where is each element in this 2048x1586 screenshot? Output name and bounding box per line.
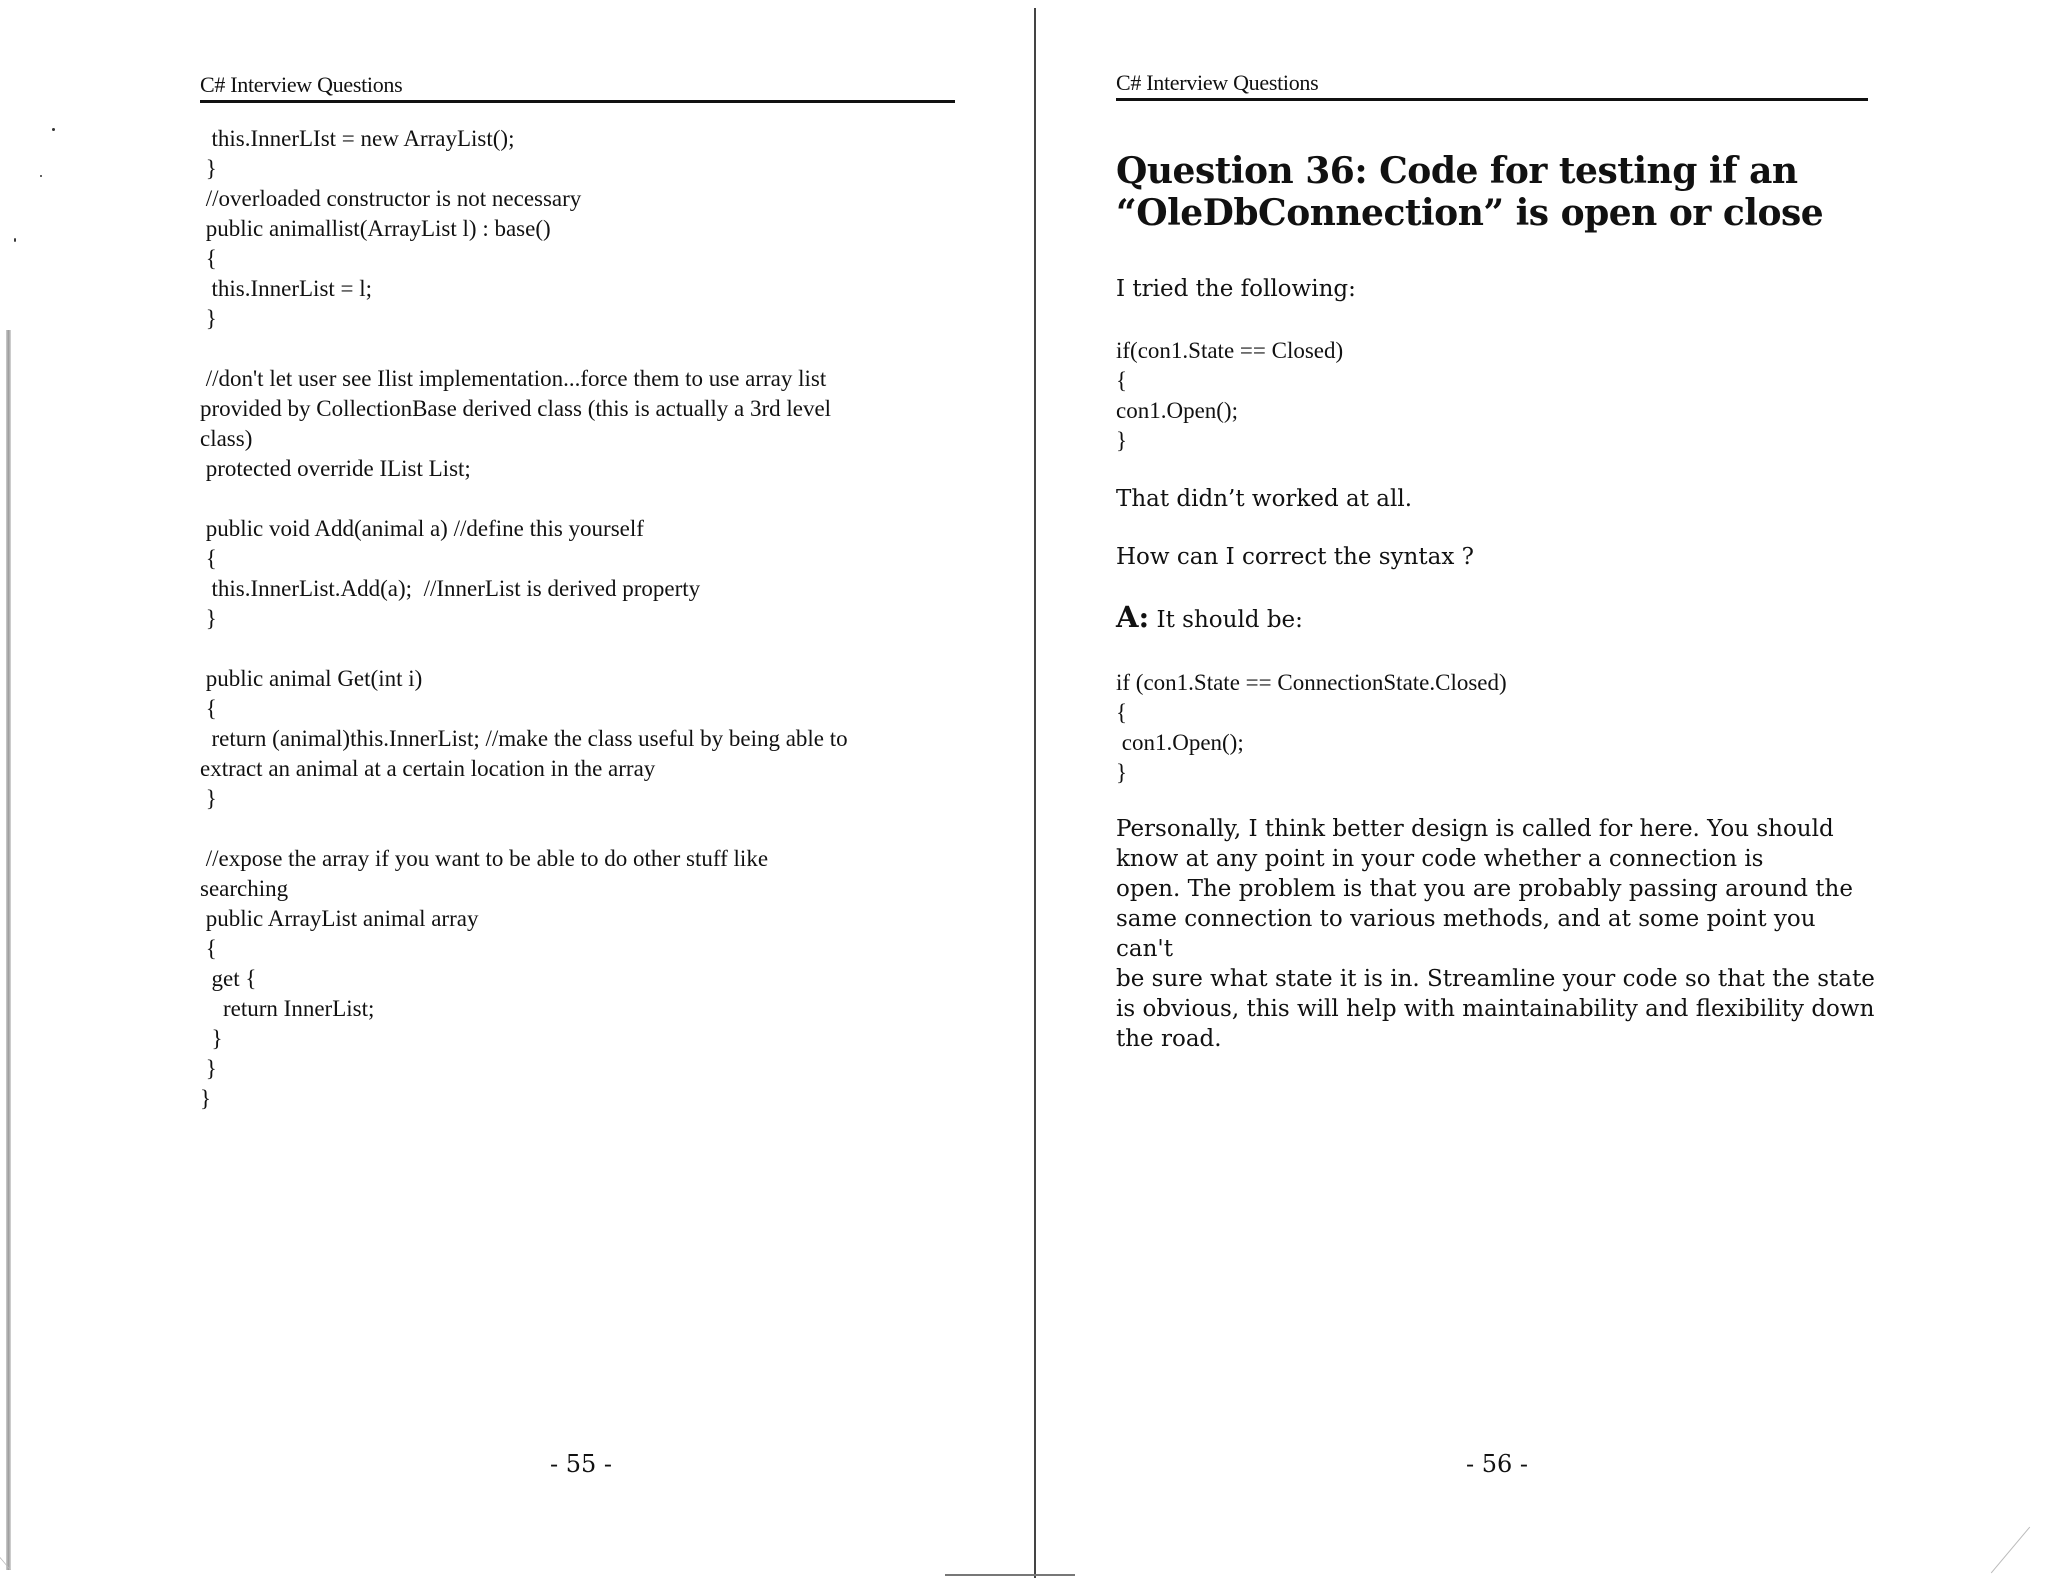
code-line: if (con1.State == ConnectionState.Closed) [1116, 670, 1507, 695]
code-line: searching [200, 876, 289, 901]
code-line: public animallist(ArrayList l) : base() [200, 216, 551, 241]
code-line: return InnerList; [200, 996, 375, 1021]
code-line: { [200, 696, 217, 721]
code-line: this.InnerList.Add(a); //InnerList is derived property [200, 576, 701, 601]
code-line: } [1116, 428, 1128, 453]
paragraph-line: open. The problem is that you are probably passing around the [1116, 876, 1853, 902]
scan-binding-edge [6, 330, 11, 1570]
intro-paragraph: I tried the following: [1116, 276, 1356, 302]
answer-text: It should be: [1149, 607, 1303, 633]
code-line: { [200, 936, 217, 961]
running-header: C# Interview Questions [200, 72, 955, 103]
code-line: protected override IList List; [200, 456, 471, 481]
question-title-line: “OleDbConnection” is open or close [1116, 192, 1824, 234]
code-line: } [200, 1056, 217, 1081]
code-line: public animal Get(int i) [200, 666, 423, 691]
code-line: extract an animal at a certain location in the array [200, 756, 656, 781]
scan-speck [52, 128, 55, 131]
paragraph-line: the road. [1116, 1026, 1222, 1052]
code-line: } [200, 156, 217, 181]
question-code-block [1116, 336, 1876, 456]
paragraph-line: know at any point in your code whether a connection is [1116, 846, 1764, 872]
code-line: provided by CollectionBase derived class (this is actually a 3rd level [200, 396, 832, 421]
code-line: { [1116, 700, 1128, 725]
code-line: { [1116, 368, 1128, 393]
code-line: public ArrayList animal array [200, 906, 479, 931]
scan-corner-mark-right [1991, 1527, 2030, 1574]
question-title [1116, 150, 1876, 234]
code-line [200, 484, 960, 514]
paragraph: How can I correct the syntax ? [1116, 544, 1474, 570]
code-line: } [200, 1026, 223, 1051]
answer-label: A: [1116, 600, 1150, 634]
code-line: } [1116, 760, 1128, 785]
code-line: this.InnerList = l; [200, 276, 373, 301]
running-header: C# Interview Questions [1116, 70, 1868, 101]
paragraph-line: same connection to various methods, and at some point you can't [1116, 906, 1823, 962]
code-line: class) [200, 426, 253, 451]
code-line: if(con1.State == Closed) [1116, 338, 1344, 363]
code-line: { [200, 546, 217, 571]
code-line: //overloaded constructor is not necessary [200, 186, 582, 211]
code-line: } [200, 1086, 212, 1111]
code-line: con1.Open(); [1116, 730, 1244, 755]
code-line: } [200, 786, 217, 811]
code-line [200, 634, 960, 664]
page-number: - 56 - [1466, 1450, 1529, 1478]
code-line: } [200, 306, 217, 331]
paragraph-line: is obvious, this will help with maintainability and flexibility down [1116, 996, 1875, 1022]
code-line [200, 334, 960, 364]
code-line: return (animal)this.InnerList; //make the class useful by being able to [200, 726, 848, 751]
scan-corner-mark-left [0, 1520, 61, 1570]
code-line: public void Add(animal a) //define this yourself [200, 516, 644, 541]
code-line: } [200, 606, 217, 631]
paragraph: That didn’t worked at all. [1116, 486, 1413, 512]
code-line: this.InnerLIst = new ArrayList(); [200, 126, 515, 151]
answer-code-block [1116, 668, 1876, 788]
scan-speck [40, 175, 42, 177]
code-line [200, 814, 960, 844]
code-line: get { [200, 966, 257, 991]
paragraph-line: be sure what state it is in. Streamline your code so that the state [1116, 966, 1875, 992]
paragraph-line: Personally, I think better design is called for here. You should [1116, 816, 1834, 842]
code-line: con1.Open(); [1116, 398, 1238, 423]
answer-line [1116, 602, 1876, 635]
code-listing [200, 124, 960, 1114]
code-line: //expose the array if you want to be able to do other stuff like [200, 846, 769, 871]
scan-bottom-mark [945, 1574, 1075, 1576]
question-title-line: Question 36: Code for testing if an [1116, 150, 1798, 192]
page-gutter-divider [1034, 8, 1036, 1578]
code-line: { [200, 246, 217, 271]
scan-speck [14, 238, 16, 242]
explanation-paragraph [1116, 814, 1876, 1054]
page-number: - 55 - [550, 1450, 613, 1478]
code-line: //don't let user see Ilist implementation...force them to use array list [200, 366, 827, 391]
